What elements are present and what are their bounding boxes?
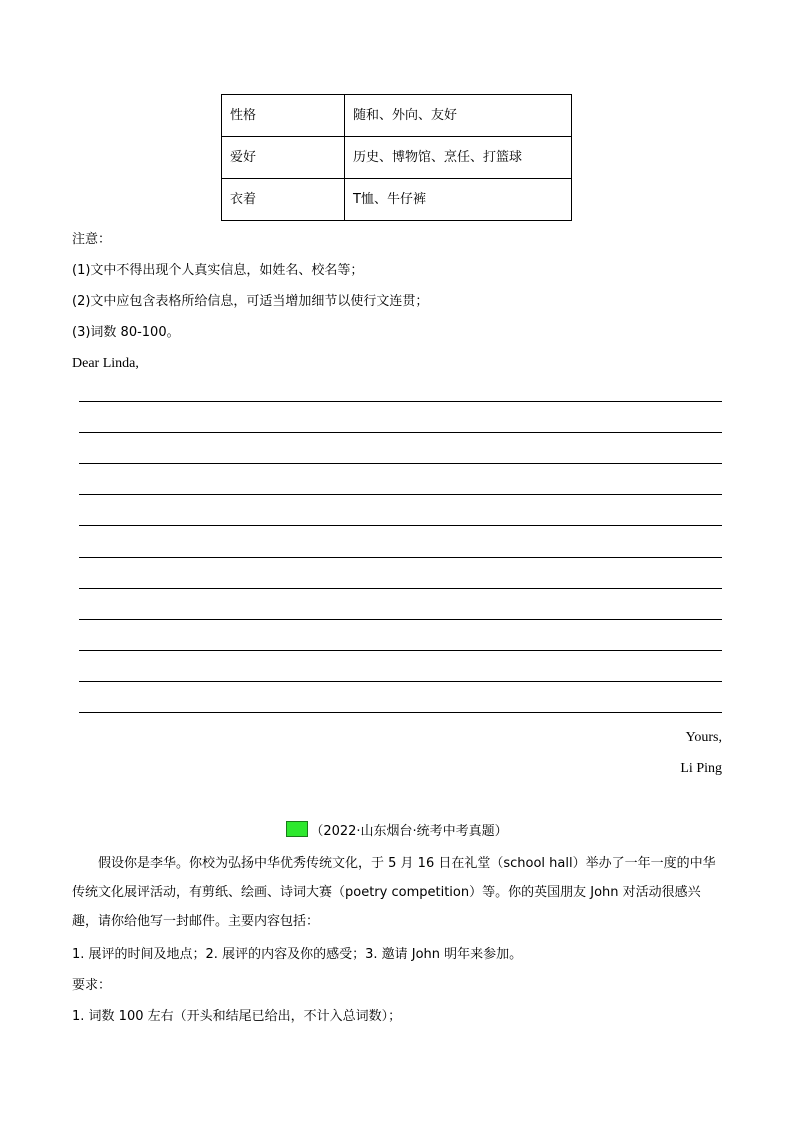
writing-line — [79, 619, 722, 620]
table-label: 衣着 — [222, 179, 345, 221]
note-item: (1)文中不得出现个人真实信息，如姓名、校名等； — [72, 263, 364, 278]
signature: Li Ping — [680, 761, 722, 776]
table-label: 爱好 — [222, 137, 345, 179]
writing-line — [79, 463, 722, 464]
prompt-paragraph: 假设你是李华。你校为弘扬中华优秀传统文化，于 5 月 16 日在礼堂（school hall）举办了一年一度的中华传统文化展评活动，有剪纸、绘画、诗词大赛（poetry competition）等。你的英国朋友 John 对活动很感兴趣，请你给他写一封邮件。主要内容包括： — [72, 856, 716, 929]
writing-line — [79, 650, 722, 651]
writing-line — [79, 681, 722, 682]
section-heading — [0, 821, 794, 841]
writing-line — [79, 432, 722, 433]
writing-line — [79, 712, 722, 713]
table-value: T恤、牛仔裤 — [345, 179, 572, 221]
salutation: Dear Linda, — [72, 356, 139, 371]
content-points: 1. 展评的时间及地点；2. 展评的内容及你的感受；3. 邀请 John 明年来参加。 — [72, 947, 523, 962]
writing-line — [79, 557, 722, 558]
writing-line — [79, 401, 722, 402]
table-row — [222, 179, 572, 221]
note-item: (2)文中应包含表格所给信息，可适当增加细节以使行文连贯； — [72, 294, 429, 309]
closing: Yours, — [685, 730, 722, 745]
writing-line — [79, 494, 722, 495]
requirements-heading: 要求： — [72, 978, 112, 993]
table-label: 性格 — [222, 95, 345, 137]
table-row — [222, 95, 572, 137]
info-table — [221, 94, 572, 221]
notes-heading: 注意： — [72, 232, 112, 247]
table-row — [222, 137, 572, 179]
question-number-box — [286, 821, 308, 837]
requirement-item: 1. 词数 100 左右（开头和结尾已给出，不计入总词数）； — [72, 1009, 402, 1024]
writing-line — [79, 588, 722, 589]
table-value: 历史、博物馆、烹任、打篮球 — [345, 137, 572, 179]
writing-line — [79, 525, 722, 526]
table-value: 随和、外向、友好 — [345, 95, 572, 137]
note-item: (3)词数 80-100。 — [72, 325, 180, 340]
source-label: （2022·山东烟台·统考中考真题） — [310, 824, 508, 839]
